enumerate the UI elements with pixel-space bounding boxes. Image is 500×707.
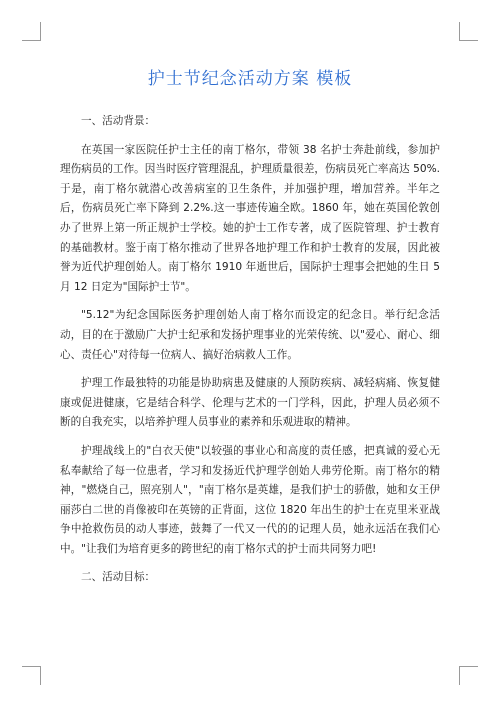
section-heading-background: 一、活动背景： <box>81 115 156 127</box>
paragraph-white-angels: 护理战线上的"白衣天使"以较强的事业心和高度的责任感，把真诚的爱心无私奉献给了每一位患者，学习和发扬近代护理学创始人弗劳伦斯。南丁格尔的精神，"燃烧自己，照亮别人"，"南丁格尔是英雄，是我们护士的骄傲，她和女王伊丽莎白二世的肖像被印在英镑的正背面，这位 1820 年出生的护士在克里米亚战争中抢救伤员的动人事迹，鼓舞了一代又一代的的记理人员，她永远活在我们心中。"让我们为培育更多的跨世纪的南丁格尔式的护士而共同努力吧! <box>60 444 440 555</box>
crop-mark-top-right <box>459 22 478 41</box>
crop-mark-bottom-right <box>459 666 478 685</box>
document-title: 护士节纪念活动方案 模板 <box>147 69 353 89</box>
paragraph-512-purpose: "5.12"为纪念国际医务护理创始人南丁格尔而设定的纪念日。举行纪念活动，目的在于激励广大护士纪承和发扬护理事业的光荣传统、以"爱心、耐心、细心、责任心"对待每一位病人、搞好治病救人工作。 <box>60 309 440 361</box>
section-heading-goals: 二、活动目标： <box>81 571 156 584</box>
crop-mark-top-left <box>22 22 41 41</box>
paragraph-nursing-function: 护理工作最独特的功能是协助病患及健康的人预防疾病、减轻病痛、恢复健康或促进健康，它是结合科学、伦理与艺术的一门学科，因此，护理人员必须不断的自我充实，以培养护理人员事业的素养和乐观进取的精神。 <box>60 377 440 429</box>
crop-mark-bottom-left <box>22 666 41 685</box>
document-body <box>60 112 440 588</box>
paragraph-nightingale-history: 在英国一家医院任护士主任的南丁格尔，带领 38 名护士奔赴前线，参加护理伤病员的工作。因当时医疗管理混乱，护理质量很差，伤病员死亡率高达 50%.于是，南丁格尔就潜心改善病室的卫生条件，并加强护理，增加营养。半年之后，伤病员死亡率下降到 2.2%.这一事迹传遍全欧。1860 年，她在英国伦敦创办了世界上第一所正规护士学校。她的护士工作专著，成了医院管理、护士教育的基础教材。鉴于南丁格尔推动了世界各地护理工作和护士教育的发展，因此被誉为近代护理创始人。南丁格尔 1910 年逝世后，国际护士理事会把她的生日 5 月 12 日定为"国际护士节"。 <box>60 143 440 293</box>
